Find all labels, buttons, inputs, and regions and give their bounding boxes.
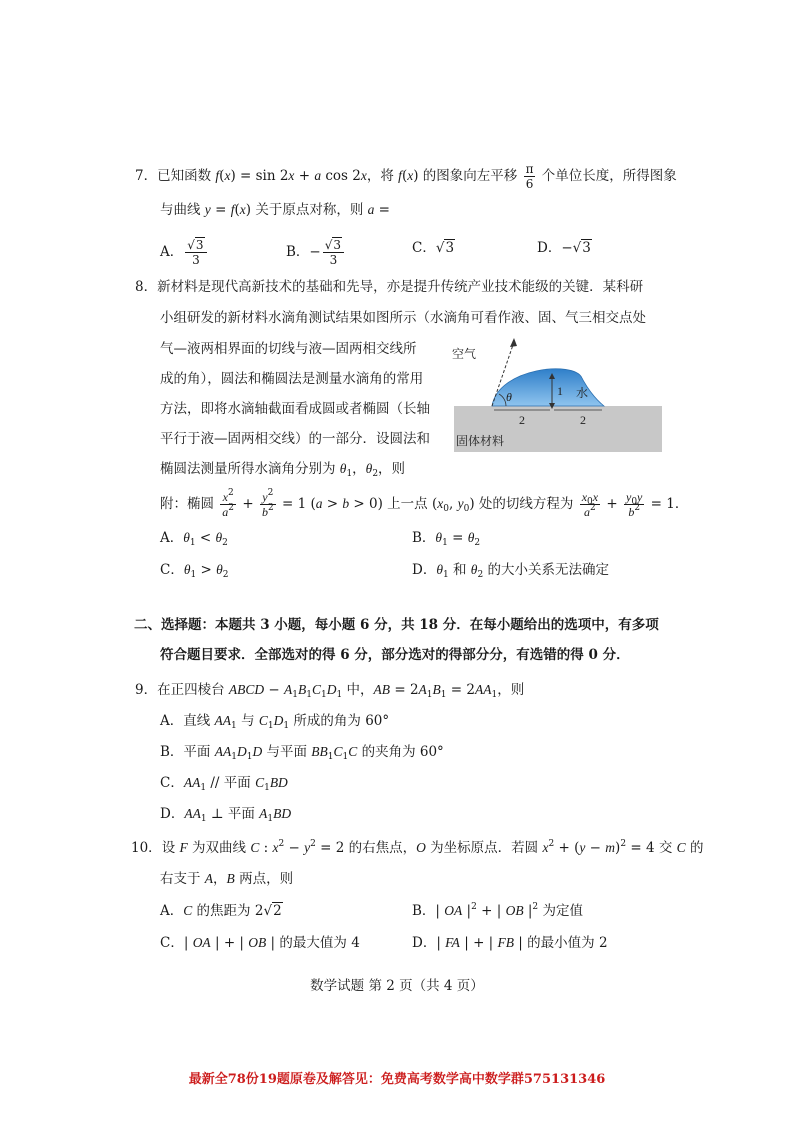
promo-banner-text: 最新全78份19题原卷及解答见：免费高考数学高中数学群575131346 <box>188 1072 606 1087</box>
q8-line-1: 8．新材料是现代高新技术的基础和先导，亦是提升传统产业技术能级的关键．某科研 <box>135 279 644 295</box>
air-label: 空气 <box>452 347 477 361</box>
q10-option-a: A．C 的焦距为 2√2 <box>160 903 282 919</box>
q8-line-7: 椭圆法测量所得水滴角分别为 $\theta_1$，$\theta_2$，则 <box>160 461 406 479</box>
q8-note: 附：椭圆 $\frac{x^2}{a^2}$ + $\frac{y^2}{b^2}$ = 1 (a > b > 0) 上一点 ($x_0$, $y_0$) 处的切线方程为 $\frac{x_0x}{a^2}$ + $\frac{y_0y}{b^2}$ = 1． <box>160 488 689 519</box>
q9-option-b: B．平面 $AA_1D_1D$ 与平面 $BB_1C_1C$ 的夹角为 60° <box>160 744 444 762</box>
q7-option-a: A． $\frac{√3}{3}$ <box>160 238 209 267</box>
page-footer: 数学试题 第 2 页（共 4 页） <box>310 978 484 994</box>
q8-option-c: C．$\theta_1 > \theta_2$ <box>160 562 229 580</box>
q7-option-b: B．− $\frac{√3}{3}$ <box>286 238 346 267</box>
q10-option-b: B．| OA $|^2$ + | OB $|^2$ 为定值 <box>412 902 583 919</box>
q7-line-2: 与曲线 y = f(x) 关于原点对称，则 a = <box>160 202 390 218</box>
q8-option-d: D．$\theta_1$ 和 $\theta_2$ 的大小关系无法确定 <box>412 562 609 580</box>
tangent-arrow-icon <box>510 338 517 347</box>
q9-option-c: C．$AA_1$ // 平面 $C_1BD$ <box>160 775 288 793</box>
q10-option-d: D．| FA | + | FB | 的最小值为 2 <box>412 935 608 951</box>
q8-number: 8． <box>135 279 158 295</box>
water-label: 水 <box>576 386 589 400</box>
q10-option-c: C．| OA | + | OB | 的最大值为 4 <box>160 935 360 951</box>
q8-line-5: 方法，即将水滴轴截面看成圆或者椭圆（长轴 <box>160 401 430 417</box>
q7-option-c: C．√3 <box>412 240 455 256</box>
q8-line-4: 成的角），圆法和椭圆法是测量水滴角的常用 <box>160 371 424 387</box>
q8-line-3: 气—液两相界面的切线与液—固两相交线所 <box>160 341 417 357</box>
height-label: 1 <box>557 384 563 398</box>
solid-label: 固体材料 <box>456 434 505 448</box>
q9-number: 9． <box>135 682 158 698</box>
q9-option-d: D．$AA_1$ ⊥ 平面 $A_1BD$ <box>160 806 292 824</box>
section-2-line-2: 符合题目要求．全部选对的得 6 分，部分选对的得部分分，有选错的得 0 分． <box>160 647 630 663</box>
q9-line-1: 9．在正四棱台 ABCD − $A_1B_1C_1D_1$ 中，AB = $2A_1B_1 = 2AA_1$，则 <box>135 682 525 700</box>
q7-line-1: 7．已知函数 f(x) = sin 2x + a cos 2x，将 f(x) 的图象向左平移 $\frac{\pi}{6}$ 个单位长度，所得图象 <box>135 162 677 191</box>
q8-line-6: 平行于液—固两相交线）的一部分．设圆法和 <box>160 431 430 447</box>
q8-option-a: A．$\theta_1 < \theta_2$ <box>160 530 228 548</box>
water-drop-diagram <box>448 332 668 456</box>
right-width-label: 2 <box>580 413 586 427</box>
q10-line-2: 右支于 A，B 两点，则 <box>160 871 294 887</box>
left-width-label: 2 <box>519 413 525 427</box>
q10-number: 10． <box>131 840 162 856</box>
q8-line-2: 小组研发的新材料水滴角测试结果如图所示（水滴角可看作液、固、气三相交点处 <box>160 310 646 326</box>
q8-option-b: B．$\theta_1 = \theta_2$ <box>412 530 481 548</box>
q10-line-1: 10．设 F 为双曲线 C : $x^2 - y^2 = 2$ 的右焦点，O 为坐标原点．若圆 $x^2 + (y - m)^2 = 4$ 交 C 的 <box>131 839 704 856</box>
section-2-line-1: 二、选择题：本题共 3 小题，每小题 6 分，共 18 分．在每小题给出的选项中，有多项 <box>134 617 659 633</box>
q9-option-a: A．直线 $AA_1$ 与 $C_1D_1$ 所成的角为 60° <box>160 713 390 731</box>
q7-option-d: D．−√3 <box>537 240 591 256</box>
theta-label: θ <box>506 390 512 404</box>
water-drop-figure <box>448 332 668 456</box>
q7-number: 7． <box>135 168 158 184</box>
